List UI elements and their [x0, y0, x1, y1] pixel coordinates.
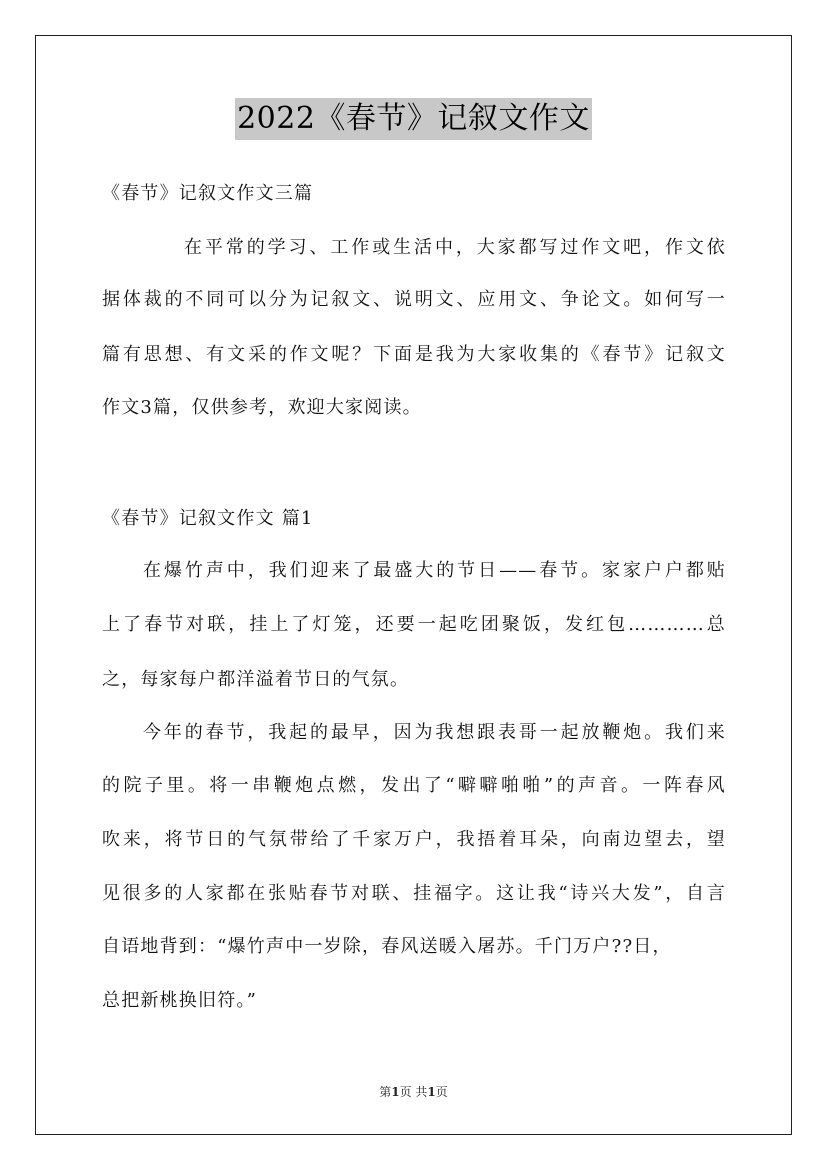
para2-line: 总把新桃换旧符。” [102, 990, 258, 1011]
footer-label-mid: 页 共 [399, 1085, 428, 1099]
section-heading: 《春节》记叙文作文 篇1 [102, 508, 314, 529]
footer-page-total: 1 [427, 1085, 436, 1099]
title-container [0, 98, 827, 140]
intro-line: 作文3篇，仅供参考，欢迎大家阅读。 [102, 397, 422, 418]
para2-line: 今年的春节，我起的最早，因为我想跟表哥一起放鞭炮。我们来 [143, 722, 726, 743]
para1-line: 在爆竹声中，我们迎来了最盛大的节日——春节。家家户户都贴 [143, 560, 726, 581]
document-title: 2022《春节》记叙文作文 [235, 98, 592, 140]
para1-line: 上了春节对联，挂上了灯笼，还要一起吃团聚饭，发红包…………总 [102, 614, 726, 635]
intro-line: 据体裁的不同可以分为记叙文、说明文、应用文、争论文。如何写一 [102, 289, 726, 310]
footer-label-prefix: 第 [379, 1085, 392, 1099]
para2-line: 见很多的人家都在张贴春节对联、挂福字。这让我“诗兴大发”，自言 [102, 883, 726, 904]
footer-page-number: 1 [391, 1085, 400, 1099]
intro-line: 在平常的学习、工作或生活中，大家都写过作文吧，作文依 [184, 237, 726, 258]
document-subtitle: 《春节》记叙文作文三篇 [102, 183, 314, 204]
intro-line: 篇有思想、有文采的作文呢？下面是我为大家收集的《春节》记叙文 [102, 344, 726, 365]
para2-line: 的院子里。将一串鞭炮点燃，发出了“噼噼啪啪”的声音。一阵春风 [102, 775, 726, 796]
para1-line: 之，每家每户都洋溢着节日的气氛。 [102, 669, 410, 690]
page-footer [0, 1083, 827, 1100]
para2-line: 自语地背到：“爆竹声中一岁除，春风送暖入屠苏。千门万户??日， [102, 936, 672, 957]
footer-label-end: 页 [435, 1085, 448, 1099]
para2-line: 吹来，将节日的气氛带给了千家万户，我捂着耳朵，向南边望去，望 [102, 829, 726, 850]
